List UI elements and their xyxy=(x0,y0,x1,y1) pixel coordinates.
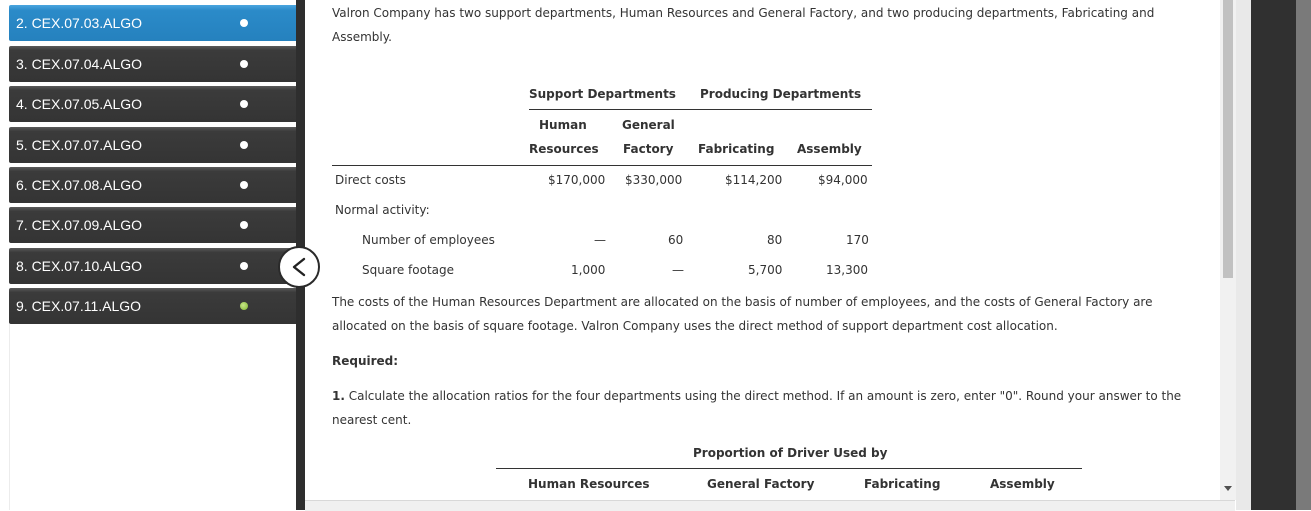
nav-item-cex-07-04[interactable] xyxy=(9,46,297,82)
chevron-left-icon xyxy=(290,257,310,277)
status-dot-icon xyxy=(240,100,248,108)
square-footage-gf: — xyxy=(672,263,684,277)
square-footage-fab: 5,700 xyxy=(748,263,783,277)
col-assembly: Assembly xyxy=(797,142,862,156)
question-content xyxy=(305,0,1220,500)
sidebar-empty-area xyxy=(9,324,297,510)
col-human-line1: Human xyxy=(539,118,587,132)
employees-gf: 60 xyxy=(668,233,684,247)
nav-item-cex-07-05[interactable] xyxy=(9,86,297,122)
collapse-sidebar-button[interactable] xyxy=(278,246,320,288)
right-edge xyxy=(1296,0,1311,510)
nav-item-cex-07-07[interactable] xyxy=(9,127,297,163)
right-dark-panel xyxy=(1251,0,1296,510)
col-general-line1: General xyxy=(622,118,675,132)
status-dot-icon xyxy=(240,221,248,229)
scroll-down-arrow-icon[interactable] xyxy=(1224,486,1232,491)
status-dot-icon xyxy=(240,262,248,270)
col-general-line2: Factory xyxy=(623,142,674,156)
answer-col-assembly: Assembly xyxy=(990,477,1055,491)
nav-item-label: 4. CEX.07.05.ALGO xyxy=(16,96,143,112)
row-label-normal-activity: Normal activity: xyxy=(335,203,430,217)
status-dot-icon xyxy=(240,60,248,68)
intro-text: Valron Company has two support departments, Human Resources and General Factory, and two producing departments, Fabricating and Assembly. xyxy=(332,6,1155,44)
sidebar-gutter xyxy=(0,0,9,510)
direct-costs-gf: $330,000 xyxy=(625,173,683,187)
status-dot-icon xyxy=(240,141,248,149)
nav-item-cex-07-09[interactable] xyxy=(9,207,297,243)
answer-col-human-resources: Human Resources xyxy=(528,477,650,491)
header-producing-departments: Producing Departments xyxy=(700,87,862,101)
vertical-scrollbar[interactable] xyxy=(1220,0,1236,500)
column-divider xyxy=(332,165,872,166)
employees-hr: — xyxy=(594,233,606,247)
answer-col-fabricating: Fabricating xyxy=(864,477,941,491)
content-bottom-border xyxy=(305,500,1235,511)
row-label-employees: Number of employees xyxy=(362,233,495,247)
question-1-text xyxy=(332,384,1202,432)
allocation-basis-text: The costs of the Human Resources Department are allocated on the basis of number of employees, and the costs of General Factory are allocated on the basis of square footage. Valron Company uses the direct method of support department cost allocation. xyxy=(332,295,1153,333)
direct-costs-fab: $114,200 xyxy=(725,173,783,187)
col-fabricating: Fabricating xyxy=(698,142,775,156)
square-footage-hr: 1,000 xyxy=(571,263,606,277)
nav-item-label: 9. CEX.07.11.ALGO xyxy=(16,298,142,314)
header-support-departments: Support Departments xyxy=(529,87,676,101)
right-frame xyxy=(1236,0,1251,510)
answer-col-general-factory: General Factory xyxy=(707,477,815,491)
nav-item-label: 8. CEX.07.10.ALGO xyxy=(16,258,143,274)
nav-item-label: 3. CEX.07.04.ALGO xyxy=(16,56,143,72)
nav-item-label: 2. CEX.07.03.ALGO xyxy=(16,15,143,31)
required-heading: Required: xyxy=(332,354,399,368)
completed-dot-icon xyxy=(240,302,248,310)
employees-fab: 80 xyxy=(767,233,783,247)
nav-item-cex-07-08[interactable] xyxy=(9,167,297,203)
nav-item-label: 7. CEX.07.09.ALGO xyxy=(16,217,143,233)
scrollbar-thumb[interactable] xyxy=(1223,0,1233,278)
answer-table-title: Proportion of Driver Used by xyxy=(693,446,888,460)
question-nav-sidebar xyxy=(0,0,305,510)
question-number: 1. xyxy=(332,389,345,403)
row-label-direct-costs: Direct costs xyxy=(335,173,406,187)
question-1-body: Calculate the allocation ratios for the four departments using the direct method. If an amount is zero, enter "0". Round your answer to the nearest cent. xyxy=(332,389,1182,427)
employees-asm: 170 xyxy=(846,233,869,247)
status-dot-icon xyxy=(240,181,248,189)
answer-table-divider xyxy=(496,468,1082,469)
direct-costs-hr: $170,000 xyxy=(548,173,606,187)
row-label-square-footage: Square footage xyxy=(362,263,455,277)
nav-item-cex-07-11[interactable] xyxy=(9,288,297,324)
col-human-line2: Resources xyxy=(529,142,599,156)
nav-item-label: 5. CEX.07.07.ALGO xyxy=(16,137,143,153)
direct-costs-asm: $94,000 xyxy=(818,173,868,187)
header-divider xyxy=(529,109,872,110)
nav-item-cex-07-10[interactable] xyxy=(9,248,297,284)
square-footage-asm: 13,300 xyxy=(826,263,868,277)
nav-item-cex-07-03[interactable] xyxy=(9,5,297,41)
status-dot-icon xyxy=(240,19,248,27)
nav-item-label: 6. CEX.07.08.ALGO xyxy=(16,177,143,193)
